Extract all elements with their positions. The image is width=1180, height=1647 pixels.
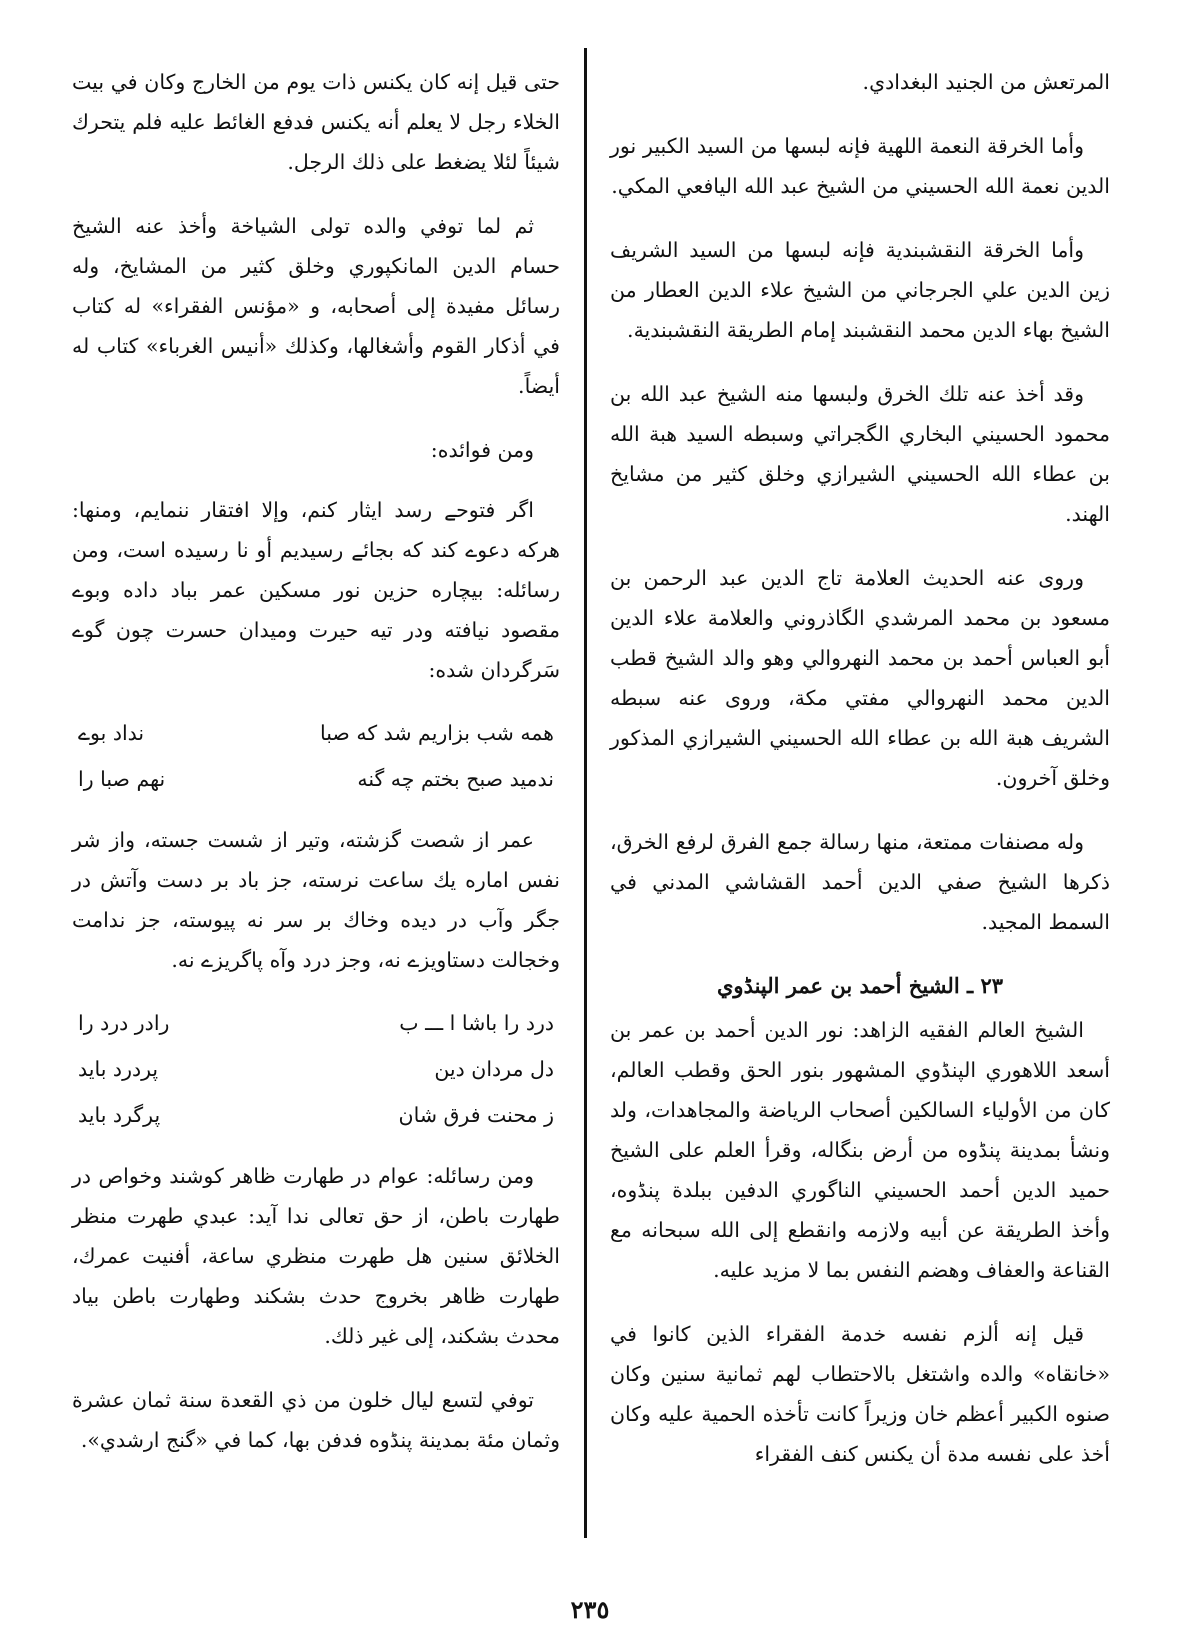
paragraph: وله مصنفات ممتعة، منها رسالة جمع الفرق لرفع الخرق، ذكرها الشيخ صفي الدين أحمد القشاشي المدني في السمط المجيد.: [610, 830, 1110, 934]
paragraph: وأما الخرقة النقشبندية فإنه لبسها من السيد الشريف زين الدين علي الجرجاني من الشيخ علاء الدين العطار من الشيخ بهاء الدين محمد النقشبند إمام الطريقة النقشبندية.: [610, 238, 1110, 342]
paragraph: ثم لما توفي والده تولى الشياخة وأخذ عنه الشيخ حسام الدين المانكپوري وخلق كثير من المشايخ، وله رسائل مفيدة إلى أصحابه، و «مؤنس الفقراء» له كتاب في أذكار القوم وأشغالها، وكذلك «أنيس الغرباء» كتاب له أيضاً.: [72, 214, 560, 398]
page-number: ٢٣٥: [570, 1595, 610, 1624]
verse-hemistich: ندميد صبح بختم چه گنه: [357, 767, 554, 791]
verse-block: [72, 1004, 560, 1134]
verse-line: [72, 1004, 560, 1042]
paragraph: عمر از شصت گزشته، وتير از شست جسته، واز شر نفس اماره يك ساعت نرسته، جز باد بر دست وآتش در جگر وآب در ديده وخاك بر سر نه پيوسته، جز ندامت وخجالت دستاويزے نه، وجز درد وآه پاگريزے نه.: [72, 828, 560, 972]
verse-block: [72, 714, 560, 798]
paragraph: اگر فتوحے رسد ایثار كنم، وإلا افتقار ننمايم، ومنها: هركه دعوے كند كه بجائے رسيديم أو نا رسيده است، ومن رسائله: بيچاره حزين نور مسكين عمر بباد داده وبوے مقصود نيافته ودر تيه حيرت وميدان حسرت چون گوے سَرگردان شده:: [72, 498, 560, 682]
verse-line: [72, 714, 560, 752]
verse-line: [72, 1096, 560, 1134]
verse-hemistich: نهم صبا را: [78, 767, 166, 791]
section-heading: ٢٣ ـ الشيخ أحمد بن عمر الپنڈوي: [716, 973, 1004, 998]
verse-hemistich: ز محنت فرق شان: [398, 1103, 554, 1127]
paragraph: وقد أخذ عنه تلك الخرق ولبسها منه الشيخ عبد الله بن محمود الحسيني البخاري الگجراتي وسبطه السيد هبة الله بن عطاء الله الحسيني الشيرازي وخلق كثير من مشايخ الهند.: [610, 382, 1110, 526]
paragraph: الشيخ العالم الفقيه الزاهد: نور الدين أحمد بن عمر بن أسعد اللاهوري الپنڈوي المشهور بنور الحق وقطب العالم، كان من الأولياء السالكين أصحاب الرياضة والمجاهدات، ولد ونشأ بمدينة پنڈوه من أرض بنگاله، وقرأ العلم على الشيخ حميد الدين أحمد الحسيني الناگوري الدفين ببلدة پنڈوه، وأخذ الطريقة عن أبيه ولازمه وانقطع إلى الله سبحانه مع القناعة والعفاف وهضم النفس بما لا مزيد عليه.: [610, 1018, 1110, 1282]
verse-hemistich: نداد بوے: [78, 721, 145, 745]
paragraph: ومن رسائله: عوام در طهارت ظاهر كوشند وخواص در طهارت باطن، از حق تعالى ندا آيد: عبدي طهرت منظر الخلائق سنين هل طهرت منظري ساعة، أفنيت عمرك، طهارت ظاهر بخروج حدث بشكند وطهارت باطن بياد محدث بشكند، إلى غير ذلك.: [72, 1164, 560, 1348]
paragraph: المرتعش من الجنيد البغدادي.: [862, 70, 1110, 94]
verse-hemistich: دل مردان دين: [434, 1057, 554, 1081]
paragraph: توفي لتسع ليال خلون من ذي القعدة سنة ثمان عشرة وثمان مئة بمدينة پنڈوه فدفن بها، كما في «گنج ارشدي».: [72, 1388, 560, 1452]
paragraph: وأما الخرقة النعمة اللهية فإنه لبسها من السيد الكبير نور الدين نعمة الله الحسيني من الشيخ عبد الله اليافعي المكي.: [610, 134, 1110, 198]
verse-hemistich: رادر درد را: [78, 1011, 170, 1035]
paragraph: قيل إنه ألزم نفسه خدمة الفقراء الذين كانوا في «خانقاه» والده واشتغل بالاحتطاب لهم ثمانية سنين وكان صنوه الكبير أعظم خان وزيراً كانت تأخذه الحمية عليه وكان أخذ على نفسه مدة أن يكنس كنف الفقراء: [610, 1322, 1110, 1466]
verse-hemistich: همه شب بزاريم شد كه صبا: [319, 721, 554, 745]
verse-line: [72, 760, 560, 798]
paragraph: حتى قيل إنه كان يكنس ذات يوم من الخارج وكان في بيت الخلاء رجل لا يعلم أنه يكنس فدفع الغائط عليه فلم يتحرك شيئاً لئلا يضغط على ذلك الرجل.: [72, 70, 560, 174]
verse-line: [72, 1050, 560, 1088]
verse-hemistich: درد را باشا ا ـــ ب: [399, 1011, 554, 1035]
column-divider: [584, 48, 587, 1538]
verse-hemistich: پرگرد بايد: [78, 1103, 161, 1127]
paragraph: ومن فوائده:: [430, 438, 534, 462]
paragraph: وروى عنه الحديث العلامة تاج الدين عبد الرحمن بن مسعود بن محمد المرشدي الگاذروني والعلامة علاء الدين أبو العباس أحمد بن محمد النهروالي وهو والد الشيخ قطب الدين محمد النهروالي مفتي مكة، وروى عنه سبطه الشريف هبة الله بن عطاء الله الحسيني الشيرازي المذكور وخلق آخرون.: [610, 566, 1110, 790]
left-column: [72, 62, 560, 1484]
right-column: [610, 62, 1110, 1498]
verse-hemistich: پردرد بايد: [78, 1057, 159, 1081]
